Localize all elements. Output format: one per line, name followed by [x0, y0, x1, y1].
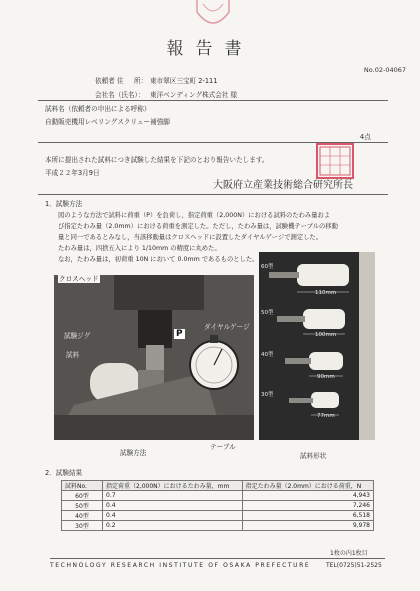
method-line-4: たわみ量は，四捨五入により 1/10mm の精度に丸めた。 — [58, 245, 221, 252]
label-jig: 試験ジグ — [64, 332, 91, 340]
cell-deflection: 0.7 — [103, 491, 243, 501]
method-line-2: び指定たわみ量（2.0mm）における荷重を測定した。ただし，たわみ量は，試験機テーブルの移動 — [58, 223, 338, 230]
report-title: 報告書 — [166, 39, 254, 59]
sample-name: 自動販売機用レベリングスクリュー補強脚 — [45, 118, 170, 126]
report-date: 平成２２年3月9日 — [45, 169, 100, 177]
footer-telephone: TEL(0725)51-2525 — [326, 562, 382, 569]
method-line-5: なお，たわみ量は，初荷重 10N において 0.0mm であるものとした。 — [58, 256, 259, 263]
label-load-p: P — [176, 329, 183, 339]
method-heading: 1．試験方法 — [45, 200, 83, 208]
footer-organization: TECHNOLOGY RESEARCH INSTITUTE OF OSAKA PREFECTURE — [50, 562, 311, 569]
method-line-1: 図のような方法で試料に荷重（P）を負荷し，指定荷重（2,000N）における試料のたわみ量およ — [58, 212, 331, 219]
official-seal — [316, 143, 354, 179]
institute-name: 大阪府立産業技術総合研究所長 — [213, 180, 353, 191]
sample-quantity: 4点 — [360, 133, 371, 141]
cell-deflection: 0.4 — [103, 501, 243, 511]
sample-50-label: 50型 — [261, 310, 274, 316]
cell-sample: 30型 — [62, 521, 103, 531]
col-load: 指定たわみ量（2.0mm）における荷重，N — [242, 481, 373, 491]
client-name: 東洋ベンディング株式会社 様 — [150, 91, 238, 99]
client-address-label-2: 所： — [134, 77, 148, 85]
caption-test-method: 試験方法 — [120, 449, 147, 457]
sample-30-dim: 77mm — [317, 413, 335, 419]
test-method-photo — [54, 275, 254, 440]
label-sample: 試料 — [66, 351, 80, 359]
table-row — [62, 491, 374, 501]
cell-load: 4,943 — [242, 491, 373, 501]
label-crosshead: クロスヘッド — [59, 275, 99, 283]
table-row — [62, 511, 374, 521]
client-address-label: 依頼者 住 — [95, 77, 124, 85]
cell-sample: 60型 — [62, 491, 103, 501]
client-name-label: 会社名（氏名）： — [95, 91, 145, 99]
cell-deflection: 0.4 — [103, 511, 243, 521]
report-statement: 本所に提出された試料につき試験した結果を下記のとおり報告いたします。 — [45, 156, 269, 164]
sample-40-label: 40型 — [261, 352, 274, 358]
table-row — [62, 501, 374, 511]
footer-divider — [50, 558, 385, 559]
cell-sample: 50型 — [62, 501, 103, 511]
sample-40-dim: 90mm — [317, 374, 335, 380]
seal-icon — [319, 146, 351, 176]
divider — [38, 100, 388, 101]
sample-heading: 試料名（依頼者の申出による呼称） — [45, 105, 151, 113]
cell-deflection: 0.2 — [103, 521, 243, 531]
results-table — [61, 480, 374, 531]
sample-60-label: 60型 — [261, 264, 274, 270]
sample-50-dim: 100mm — [315, 332, 337, 338]
cell-load: 7,246 — [242, 501, 373, 511]
sample-30-label: 30型 — [261, 392, 274, 398]
top-seal-emblem — [193, 0, 233, 30]
page-count: 1枚の内1枚目 — [330, 550, 368, 557]
method-line-3: 量と同一であるとみなし，当該移動量はクロスヘッドに設置したダイヤルゲージで測定した。 — [58, 234, 323, 241]
cell-load: 9,978 — [242, 521, 373, 531]
sample-60-dim: 110mm — [315, 290, 337, 296]
caption-sample-shape: 試料形状 — [300, 452, 327, 460]
results-heading: 2．試験結果 — [45, 469, 83, 477]
client-address: 東市翠区三宝町 2-111 — [150, 77, 218, 85]
cell-sample: 40型 — [62, 511, 103, 521]
results-header-row — [62, 481, 374, 491]
col-deflection: 指定荷重（2,000N）におけるたわみ量，mm — [103, 481, 243, 491]
table-row — [62, 521, 374, 531]
sample-shape-photo — [259, 252, 375, 440]
label-table: テーブル — [210, 443, 236, 451]
document-number: No.02-04067 — [363, 66, 406, 74]
label-dial-gauge: ダイヤルゲージ — [204, 323, 250, 331]
col-sample: 試料No. — [62, 481, 103, 491]
cell-load: 6,518 — [242, 511, 373, 521]
divider — [38, 194, 388, 195]
